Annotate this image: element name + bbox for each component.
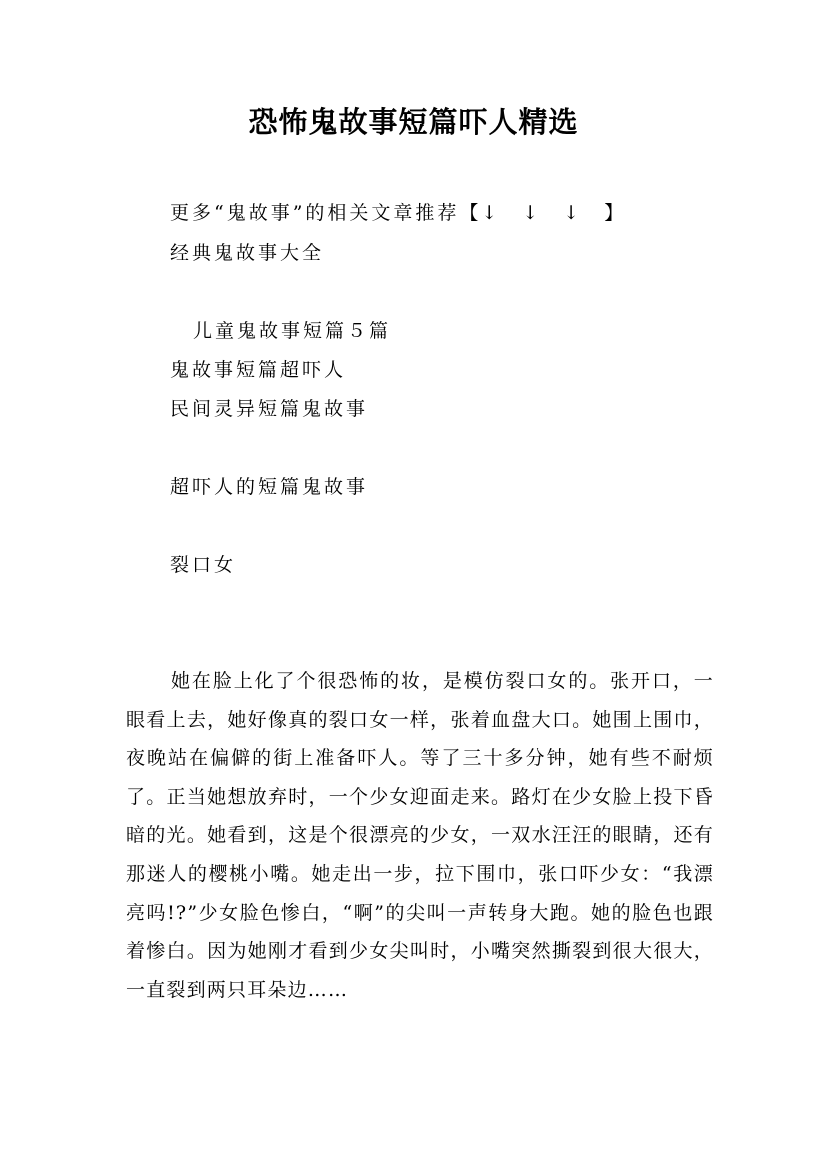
document-title: 恐怖鬼故事短篇吓人精选: [248, 105, 579, 139]
related-articles-header: 更多“鬼故事”的相关文章推荐【↓ ↓ ↓ 】: [170, 202, 627, 224]
related-link-scary-short-stories[interactable]: 鬼故事短篇超吓人: [170, 359, 347, 381]
related-link-classic-ghost-stories[interactable]: 经典鬼故事大全: [170, 242, 325, 264]
section-heading: 超吓人的短篇鬼故事: [170, 476, 369, 498]
related-link-folk-supernatural-stories[interactable]: 民间灵异短篇鬼故事: [170, 398, 369, 420]
story-paragraph: 她在脸上化了个很恐怖的妆，是模仿裂口女的。张开口，一眼看上去，她好像真的裂口女一样，张着血盘大口。她围上围巾，夜晚站在偏僻的街上准备吓人。等了三十多分钟，她有些不耐烦了。正当她想放弃时，一个少女迎面走来。路灯在少女脸上投下昏暗的光。她看到，这是个很漂亮的少女，一双水汪汪的眼睛，还有那迷人的樱桃小嘴。她走出一步，拉下围巾，张口吓少女：“我漂亮吗!?”少女脸色惨白，“啊”的尖叫一声转身大跑。她的脸色也跟着惨白。因为她刚才看到少女尖叫时，小嘴突然撕裂到很大很大，一直裂到两只耳朵边……: [126, 670, 714, 1001]
story-title: 裂口女: [170, 554, 237, 576]
related-link-children-ghost-stories[interactable]: 儿童鬼故事短篇５篇: [193, 320, 392, 342]
